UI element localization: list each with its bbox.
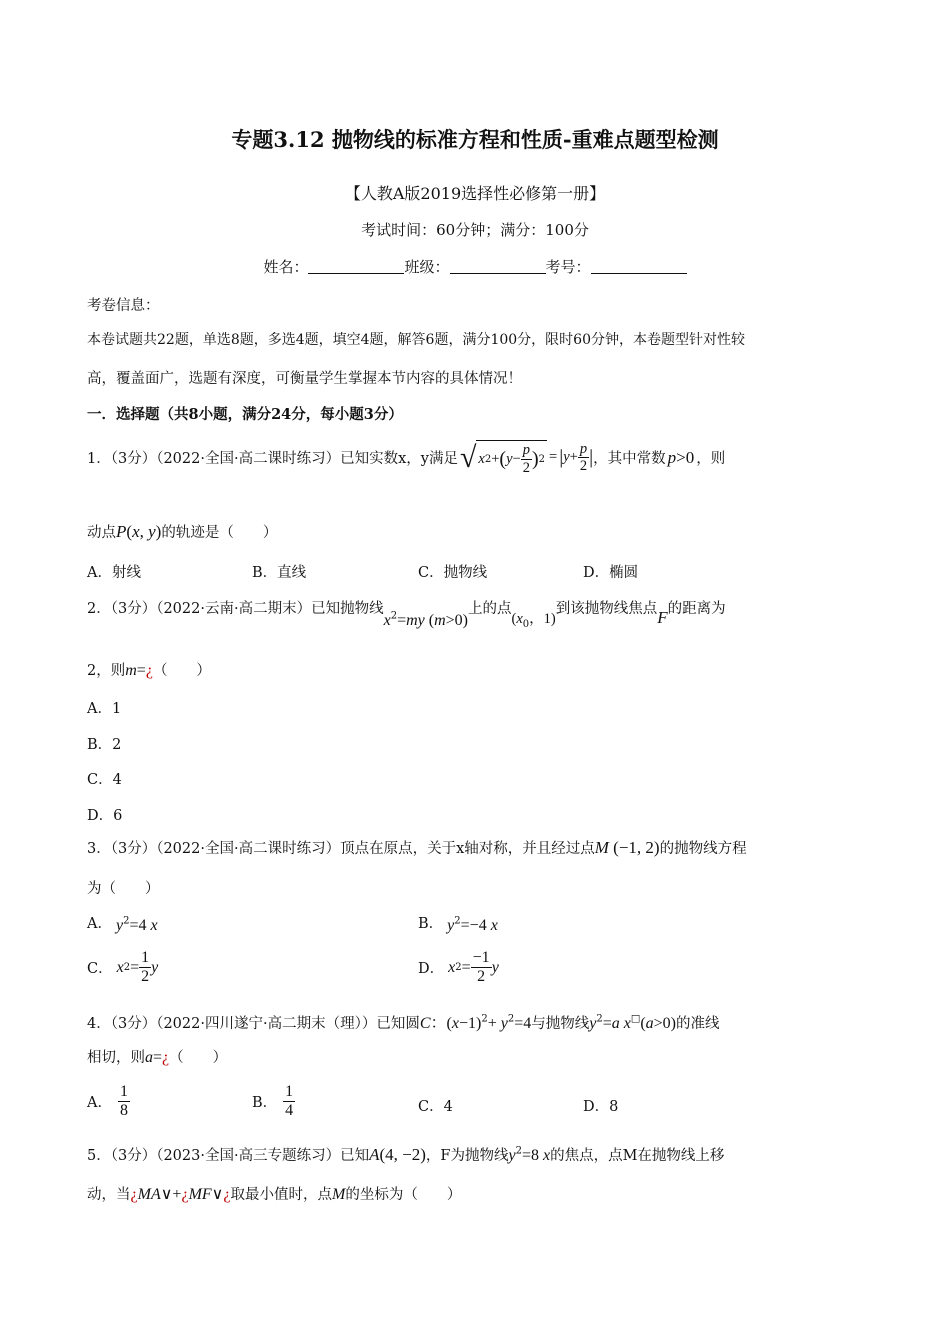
class-label: 班级： — [404, 258, 450, 276]
q4-circle-formula: C：$(x-1)^2+ y^2=4$ — [419, 1013, 532, 1032]
q4-option-d[interactable]: D．8 — [583, 1099, 619, 1115]
question-4 — [87, 1010, 720, 1033]
info-line-1: 本卷试题共22题，单选8题，多选4题，填空4题，解答6题，满分100分，限时60分钟，本卷题型针对性较 — [87, 332, 745, 348]
q1-option-b[interactable]: B．直线 — [252, 565, 307, 581]
q4-option-b-label: B． — [252, 1095, 278, 1111]
q5-line2c: 的坐标为（ ） — [345, 1187, 462, 1203]
edition-subtitle: 【人教A版2019选择性必修第一册】 — [344, 184, 606, 203]
q3-line-2: 为（ ） — [87, 881, 160, 897]
q2-line2b: （ ） — [152, 663, 211, 679]
q4-option-b-formula: $\frac{1}{4}$ — [285, 1083, 294, 1119]
q2-m-formula: m=¿ — [125, 662, 153, 679]
q3-option-a-formula: $y^2=4$ x — [115, 915, 158, 934]
q5-prefix: 5．（3分）（2023·全国·高三专题练习）已知 — [87, 1148, 370, 1164]
q2-focus-f: F — [657, 608, 668, 627]
q3-option-b-formula: $y^2=-4$ x — [447, 915, 498, 934]
q5-mid1: ，F为抛物线 — [425, 1148, 509, 1164]
q5-m-symbol: M — [332, 1186, 346, 1203]
q2-option-c[interactable]: C．4 — [87, 772, 122, 788]
q3-option-c-label: C． — [87, 961, 113, 977]
q5-point-formula: A(4, −2) — [369, 1145, 426, 1164]
exam-time: 考试时间：60分钟；满分：100分 — [361, 221, 589, 239]
q4-a-formula: a=¿ — [145, 1049, 170, 1066]
q3-option-d[interactable] — [418, 950, 499, 985]
q2-option-d[interactable]: D．6 — [87, 808, 123, 824]
q3-option-a[interactable] — [87, 912, 158, 933]
q2-mid2: 到该抛物线焦点 — [555, 601, 658, 617]
q4-option-a-formula: $\frac{1}{8}$ — [119, 1083, 128, 1119]
q5-end: 的焦点，点M在抛物线上移 — [550, 1148, 725, 1164]
q1-option-c[interactable]: C．抛物线 — [418, 565, 488, 581]
q5-line2a: 动，当 — [87, 1187, 131, 1203]
question-3 — [87, 837, 747, 858]
q4-prefix: 4．（3分）（2022·四川遂宁·高二期末（理））已知圆 — [87, 1016, 420, 1032]
q1-point-formula: P(x, y) — [116, 522, 162, 541]
q4-parabola-formula: $y^2=a$ x□(a>0) — [589, 1013, 676, 1032]
q3-option-a-label: A． — [87, 916, 112, 932]
q4-line-2 — [87, 1046, 227, 1067]
q2-mid1: 上的点 — [468, 601, 512, 617]
q1-line2b: 的轨迹是（ ） — [161, 525, 278, 541]
q3-option-d-formula: x 2 = $\frac{-1}{2}$ y — [448, 949, 499, 985]
class-blank[interactable] — [450, 259, 546, 274]
q4-option-a[interactable] — [87, 1084, 130, 1119]
q1-line-2 — [87, 521, 277, 542]
q5-line2b: 取最小值时，点 — [230, 1187, 332, 1203]
q3-option-c[interactable] — [87, 950, 158, 985]
q5-line-2 — [87, 1183, 461, 1204]
page-title: 专题3.12 抛物线的标准方程和性质-重难点题型检测 — [231, 127, 719, 152]
q3-option-b[interactable] — [418, 912, 498, 933]
q1-line2a: 动点 — [87, 525, 116, 541]
q2-option-b[interactable]: B．2 — [87, 737, 122, 753]
q2-point-formula: ($x_0$，1) — [511, 611, 556, 630]
q2-end: 的距离为 — [667, 601, 726, 617]
q2-option-a[interactable]: A．1 — [87, 701, 122, 717]
q1-formula-sqrt: √ x 2 + ( y − $\frac{p}{2}$ ) 2 = | y + $\frac{p}{2}$ | — [459, 440, 594, 476]
q2-line-2 — [87, 659, 211, 680]
section-heading: 一．选择题（共8小题，满分24分，每小题3分） — [87, 406, 403, 423]
student-info-line — [0, 256, 950, 277]
question-2 — [87, 597, 726, 630]
id-blank[interactable] — [591, 259, 687, 274]
q4-option-c[interactable]: C．4 — [418, 1099, 453, 1115]
id-label: 考号： — [545, 258, 591, 276]
q2-line2a: 2，则 — [87, 663, 126, 679]
q4-line2b: （ ） — [169, 1050, 228, 1066]
name-blank[interactable] — [308, 259, 404, 274]
q1-mid: ，其中常数 — [593, 451, 666, 467]
q1-option-a[interactable]: A．射线 — [87, 565, 141, 581]
q4-option-a-label: A． — [87, 1095, 112, 1111]
question-5 — [87, 1144, 724, 1165]
q1-option-d[interactable]: D．椭圆 — [583, 565, 639, 581]
q1-prefix: 1．（3分）（2022·全国·高二课时练习）已知实数x，y满足 — [87, 451, 458, 467]
q3-prefix: 3．（3分）（2022·全国·高二课时练习）顶点在原点，关于x轴对称，并且经过点 — [87, 841, 595, 857]
q3-point-formula: M (−1, 2) — [594, 838, 660, 857]
name-label: 姓名： — [263, 258, 309, 276]
q1-formula-p: p>0 — [667, 447, 695, 467]
q2-parabola-formula: $x^2=my$ (m>0) — [383, 610, 468, 629]
q3-option-d-label: D． — [418, 961, 445, 977]
q5-sum-formula: ¿MA∨+¿MF∨¿ — [130, 1186, 231, 1203]
info-line-2: 高，覆盖面广，选题有深度，可衡量学生掌握本节内容的具体情况！ — [87, 371, 522, 387]
q4-mid: 与抛物线 — [531, 1016, 590, 1032]
q3-option-b-label: B． — [418, 916, 444, 932]
q3-option-c-formula: x 2 = $\frac{1}{2}$ y — [116, 949, 159, 985]
q4-option-b[interactable] — [252, 1084, 295, 1119]
q4-line2a: 相切，则 — [87, 1050, 145, 1066]
q3-end: 的抛物线方程 — [659, 841, 747, 857]
q1-end: ，则 — [696, 451, 726, 467]
q5-parabola-formula: $y^2=8$ x — [508, 1145, 551, 1164]
q2-prefix: 2．（3分）（2022·云南·高二期末）已知抛物线 — [87, 601, 384, 617]
q4-end: 的准线 — [676, 1016, 720, 1032]
question-1 — [87, 440, 725, 475]
info-label: 考卷信息： — [87, 298, 160, 314]
